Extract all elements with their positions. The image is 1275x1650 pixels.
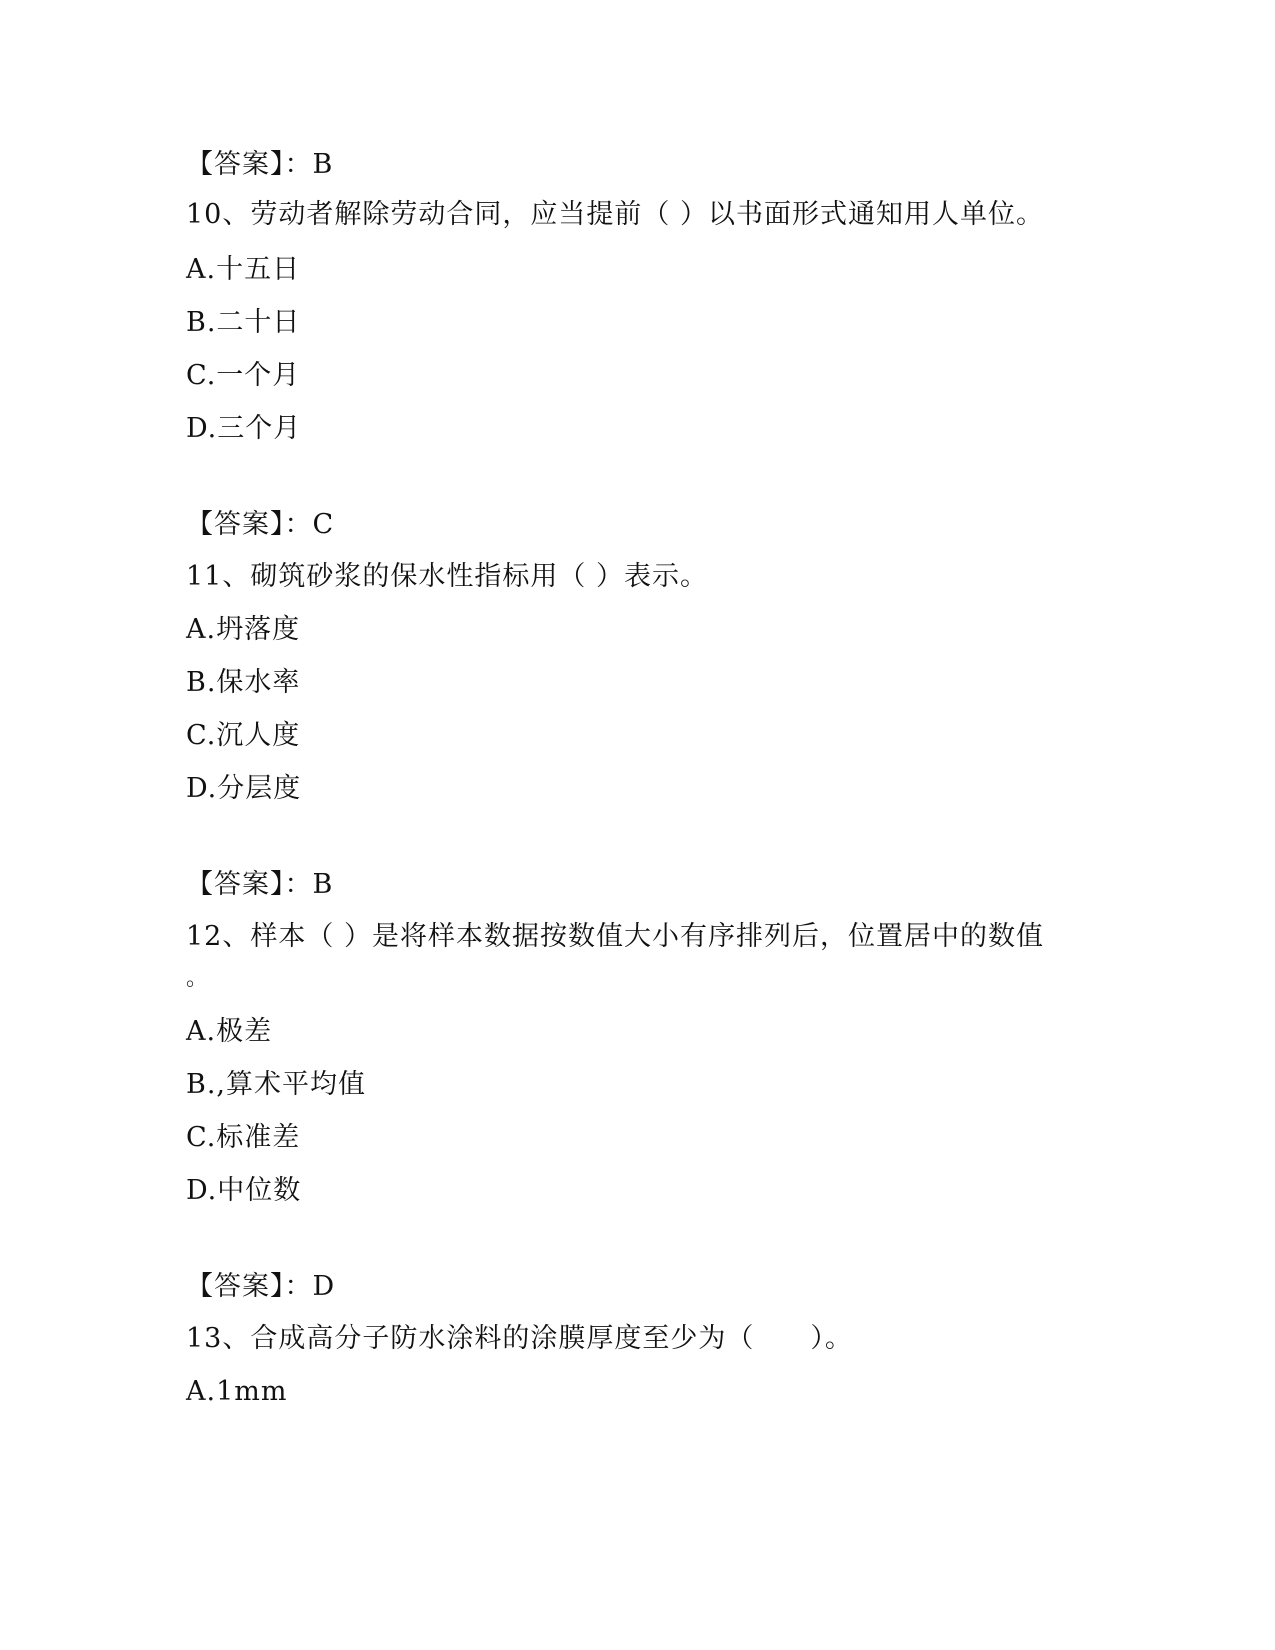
option-b: B.保水率: [186, 667, 301, 698]
answer-label: 【答案】：C: [186, 509, 335, 540]
option-c: C.一个月: [186, 360, 301, 391]
answer-label: 【答案】：D: [186, 1271, 336, 1302]
question-10: 10、劳动者解除劳动合同，应当提前（ ）以书面形式通知用人单位。: [186, 199, 1044, 230]
option-b: B.二十日: [186, 307, 301, 338]
answer-label: 【答案】：B: [186, 149, 334, 180]
option-d: D.三个月: [186, 413, 302, 444]
option-c: C.标准差: [186, 1122, 301, 1153]
option-a: A.坍落度: [186, 614, 301, 645]
option-a: A.1mm: [186, 1376, 288, 1407]
option-c: C.沉人度: [186, 720, 301, 751]
option-d: D.中位数: [186, 1175, 302, 1206]
question-13: 13、合成高分子防水涂料的涂膜厚度至少为（ ）。: [186, 1323, 853, 1354]
option-a: A.极差: [186, 1016, 273, 1047]
option-a: A.十五日: [186, 254, 301, 285]
question-12: 12、样本（ ）是将样本数据按数值大小有序排列后，位置居中的数值: [186, 921, 1044, 952]
answer-label: 【答案】：B: [186, 869, 334, 900]
question-12-continuation: 。: [186, 966, 210, 991]
option-b: B.,算术平均值: [186, 1069, 367, 1100]
option-d: D.分层度: [186, 773, 302, 804]
question-11: 11、砌筑砂浆的保水性指标用（ ）表示。: [186, 561, 708, 592]
